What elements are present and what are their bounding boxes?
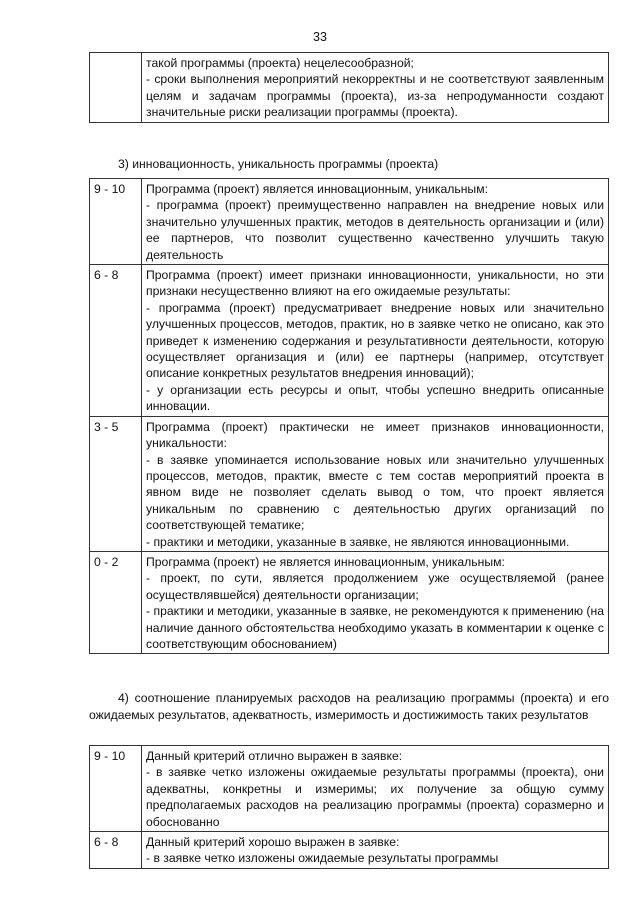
criteria-table-continued — [89, 52, 609, 123]
description-line: Программа (проект) не является инновационным, уникальным: — [146, 554, 505, 569]
table-row — [90, 551, 609, 653]
description-cell — [142, 551, 609, 653]
description-cell — [142, 53, 609, 123]
section-3-heading: 3) инновационность, уникальность программы (проекта) — [118, 157, 439, 171]
description-line: - сроки выполнения мероприятий некорректны и не соответствуют заявленным целям и задачам программы (проекта), из-за непродуманности создают значительные риски реализации программы (проекта). — [146, 72, 604, 120]
description-line: - в заявке упоминается использование новых или значительно улучшенных процессов, методов, практик, вместе с тем состав мероприятий проекта в явном виде не позволяет сделать вывод о том, что проект является уникальным по сравнению с деятельностью других организаций по соответствующей тематике; — [146, 452, 604, 533]
description-cell — [142, 265, 609, 417]
innovation-criteria-table — [89, 178, 609, 654]
results-criteria-table — [89, 745, 609, 869]
description-line: - у организации есть ресурсы и опыт, чтобы успешно внедрить описанные инновации. — [146, 382, 604, 414]
table-row — [90, 832, 609, 869]
table-row — [90, 416, 609, 551]
page-number: 33 — [313, 30, 327, 44]
description-line: - в заявке четко изложены ожидаемые результаты программы (проекта), они адекватны, конкретны и измеримы; их получение за общую сумму предполагаемых расходов на реализацию программы (проекта) соразмерно и обоснованно — [146, 765, 604, 829]
score-cell: 6 - 8 — [90, 265, 142, 417]
description-line: такой программы (проекта) нецелесообразной; — [146, 56, 414, 70]
table-row — [90, 179, 609, 265]
description-cell — [142, 416, 609, 551]
description-line: Программа (проект) является инновационным, уникальным: — [146, 182, 488, 196]
description-line: Программа (проект) практически не имеет признаков инновационности, уникальности: — [146, 419, 604, 451]
section-4-heading: 4) соотношение планируемых расходов на реализацию программы (проекта) и его ожидаемых результатов, адекватность, измеримость и достижимость таких результатов — [89, 691, 609, 722]
description-line: - программа (проект) преимущественно направлен на внедрение новых или значительно улучшенных практик, методов в деятельность организации и (или) ее партнеров, что позволит существенно качественно улучшить такую деятельность — [146, 198, 604, 262]
description-line: - в заявке четко изложены ожидаемые результаты программы — [146, 851, 499, 866]
description-line: Данный критерий отлично выражен в заявке: — [146, 749, 403, 763]
description-cell — [142, 179, 609, 265]
description-line: - программа (проект) предусматривает внедрение новых или значительно улучшенных процессов, методов, практик, но в заявке четко не описано, как это приведет к изменению содержания и результативности деятельности, которую осуществляет организация и (или) ее партнеры (например, отсутствует описание конкретных результатов внедрения инноваций); — [146, 300, 604, 381]
score-cell: 3 - 5 — [90, 416, 142, 551]
score-cell: 6 - 8 — [90, 832, 142, 869]
score-cell: 9 - 10 — [90, 179, 142, 265]
description-line: - практики и методики, указанные в заявке, не являются инновационными. — [146, 534, 570, 549]
table-row — [90, 53, 609, 123]
description-cell — [142, 746, 609, 832]
score-cell: 9 - 10 — [90, 746, 142, 832]
description-cell — [142, 832, 609, 869]
description-line: Программа (проект) имеет признаки инновационности, уникальности, но эти признаки несущественно влияют на его ожидаемые результаты: — [146, 268, 604, 299]
table-row — [90, 265, 609, 417]
score-cell — [90, 53, 142, 123]
table-row — [90, 746, 609, 832]
score-cell: 0 - 2 — [90, 551, 142, 653]
description-line: Данный критерий хорошо выражен в заявке: — [146, 835, 400, 850]
description-line: - проект, по сути, является продолжением уже осуществляемой (ранее осуществлявшейся) деятельности организации; — [146, 571, 604, 602]
description-line: - практики и методики, указанные в заявке, не рекомендуются к применению (на наличие данного обстоятельства необходимо указать в комментарии к оценке с соответствующим обоснованием) — [146, 604, 604, 651]
